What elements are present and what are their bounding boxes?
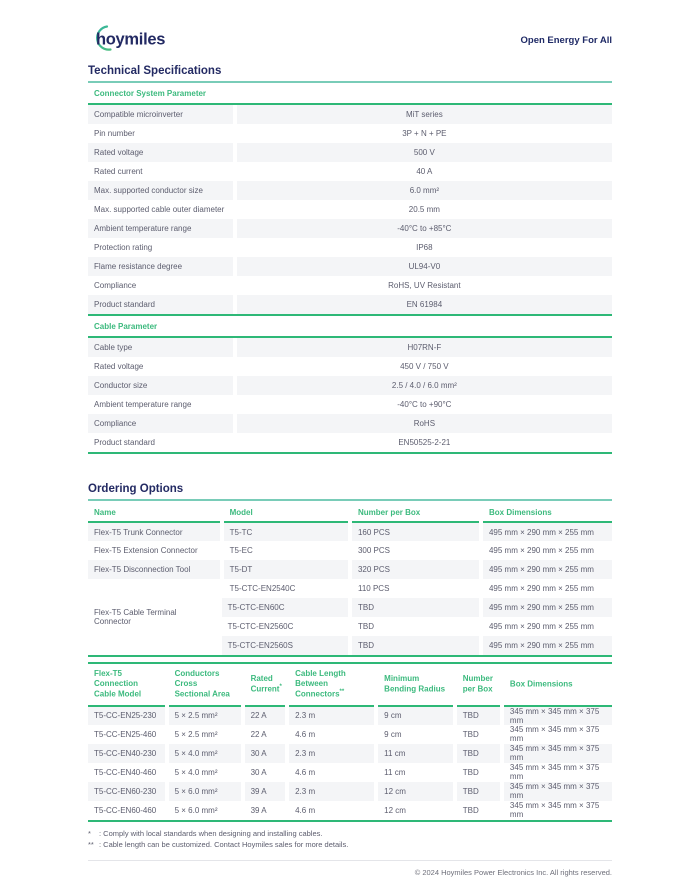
spec-label: Product standard [88, 295, 235, 314]
spec-label: Compliance [88, 414, 235, 433]
spec-label: Compatible microinverter [88, 105, 235, 124]
spec-value: 500 V [235, 143, 612, 162]
cell: 2.3 m [287, 782, 376, 801]
column-header: Box Dimensions [502, 664, 612, 706]
cell: 300 PCS [350, 541, 481, 560]
cables-table [88, 664, 612, 820]
column-header: Name [94, 507, 116, 517]
cell: 9 cm [376, 725, 455, 744]
cell: 495 mm × 290 mm × 255 mm [481, 598, 612, 617]
column-header: Number per Box [350, 503, 481, 522]
table-row [88, 725, 612, 744]
spec-value: UL94-V0 [235, 257, 612, 276]
table-row [88, 395, 612, 414]
spec-label: Ambient temperature range [94, 400, 192, 409]
cell: T5-CC-EN40-460 [94, 767, 157, 777]
footnote [88, 840, 612, 851]
spec-value: EN 61984 [235, 295, 612, 314]
cell: 5 × 2.5 mm² [167, 706, 243, 725]
spec-value: MiT series [235, 105, 612, 124]
table-row [88, 219, 612, 238]
spec-label: Compliance [94, 281, 137, 290]
table-row [88, 257, 612, 276]
table-header-row [88, 664, 612, 706]
table-row [88, 801, 612, 820]
table-row [88, 706, 612, 725]
page-header [88, 25, 612, 55]
footnote-mark: * [88, 828, 91, 838]
cell: 11 cm [376, 744, 455, 763]
table-row [88, 744, 612, 763]
table-row [88, 162, 612, 181]
column-header: Box Dimensions [481, 503, 612, 522]
logo-graphic [88, 23, 180, 53]
cell: T5-DT [222, 560, 350, 579]
section-header-connector-system: Connector System Parameter [88, 83, 612, 105]
spec-value: H07RN-F [235, 338, 612, 357]
cell: 5 × 4.0 mm² [167, 763, 243, 782]
table-header-row [88, 503, 612, 522]
cell: 345 mm × 345 mm × 375 mm [502, 782, 612, 801]
spec-label: Conductor size [88, 376, 235, 395]
cell: 22 A [243, 706, 288, 725]
spec-value: 6.0 mm² [235, 181, 612, 200]
spec-value: 450 V / 750 V [235, 357, 612, 376]
spec-label: Cable type [88, 338, 235, 357]
cell: 345 mm × 345 mm × 375 mm [502, 725, 612, 744]
cell: 2.3 m [287, 706, 376, 725]
table-row [88, 522, 612, 541]
cell: 495 mm × 290 mm × 255 mm [481, 522, 612, 541]
cell: TBD [455, 744, 502, 763]
table-row [88, 105, 612, 124]
table-row [88, 238, 612, 257]
spec-value: 40 A [235, 162, 612, 181]
spec-label: Product standard [94, 438, 155, 447]
table-row [88, 200, 612, 219]
table-row [88, 181, 612, 200]
cell: Flex-T5 Disconnection Tool [88, 560, 222, 579]
spec-value: 3P + N + PE [235, 124, 612, 143]
cell: 345 mm × 345 mm × 375 mm [502, 801, 612, 820]
spec-value: RoHS, UV Resistant [235, 276, 612, 295]
column-header: Rated Current* [243, 664, 288, 706]
table-row [88, 763, 612, 782]
connectors-table-wrap [88, 503, 612, 657]
column-header: Cable Length Between Connectors** [287, 664, 376, 706]
cell: TBD [455, 763, 502, 782]
cell: 4.6 m [287, 725, 376, 744]
cell: 320 PCS [350, 560, 481, 579]
cell: T5-CTC-EN60C [222, 598, 350, 617]
connectors-table [88, 503, 612, 655]
footnote-mark: ** [88, 839, 94, 849]
cell: 9 cm [376, 706, 455, 725]
cell: Flex-T5 Trunk Connector [88, 522, 222, 541]
cell: 345 mm × 345 mm × 375 mm [502, 763, 612, 782]
spec-value: EN50525-2-21 [235, 433, 612, 452]
table-row [88, 338, 612, 357]
cable-parameter-table [88, 338, 612, 452]
cell: 4.6 m [287, 801, 376, 820]
table-row [88, 579, 612, 598]
cell: T5-TC [222, 522, 350, 541]
table-row [88, 124, 612, 143]
cell: 11 cm [376, 763, 455, 782]
cell: 495 mm × 290 mm × 255 mm [481, 560, 612, 579]
table-row [88, 143, 612, 162]
column-header: Minimum Bending Radius [376, 664, 455, 706]
cell: 4.6 m [287, 763, 376, 782]
cables-table-wrap [88, 662, 612, 822]
cell: 495 mm × 290 mm × 255 mm [481, 617, 612, 636]
cell: 160 PCS [350, 522, 481, 541]
footnote-text: : Cable length can be customized. Contact Hoymiles sales for more details. [99, 839, 349, 849]
column-header: Flex-T5 Connection Cable Model [94, 669, 142, 699]
table-row [88, 560, 612, 579]
column-header: Model [222, 503, 350, 522]
cell: 110 PCS [350, 579, 481, 598]
merged-name-cell: Flex-T5 Cable Terminal Connector [88, 579, 222, 655]
spec-label: Rated voltage [94, 362, 144, 371]
logo-text: hoymiles [96, 30, 166, 48]
spec-label: Rated current [94, 167, 143, 176]
section-header-cable-parameter: Cable Parameter [88, 314, 612, 338]
ordering-options-section [88, 483, 612, 850]
spec-label: Max. supported cable outer diameter [94, 205, 225, 214]
footnotes [88, 829, 612, 851]
spec-label: Flame resistance degree [88, 257, 235, 276]
tagline: Open Energy For All [520, 34, 612, 46]
spec-value: 2.5 / 4.0 / 6.0 mm² [235, 376, 612, 395]
cell: T5-EC [222, 541, 350, 560]
tech-specs-table [88, 83, 612, 454]
cell: TBD [455, 801, 502, 820]
spec-label: Pin number [94, 129, 135, 138]
spec-label: Ambient temperature range [88, 219, 235, 238]
table-row [88, 357, 612, 376]
spec-label: Protection rating [94, 243, 153, 252]
cell: 22 A [243, 725, 288, 744]
cell: 12 cm [376, 801, 455, 820]
cell: 5 × 6.0 mm² [167, 782, 243, 801]
tech-specs-title: Technical Specifications [88, 65, 612, 83]
cell: TBD [455, 725, 502, 744]
spec-value: -40°C to +90°C [235, 395, 612, 414]
cell: 495 mm × 290 mm × 255 mm [481, 579, 612, 598]
cell: T5-CTC-EN2560C [227, 622, 294, 631]
cell: 39 A [243, 801, 288, 820]
spec-value: RoHS [235, 414, 612, 433]
hoymiles-logo [88, 23, 180, 58]
table-row [88, 782, 612, 801]
cell: 5 × 2.5 mm² [167, 725, 243, 744]
cell: T5-CTC-EN2540C [222, 579, 350, 598]
column-header: Number per Box [455, 664, 502, 706]
cell: TBD [455, 706, 502, 725]
table-row [88, 376, 612, 395]
copyright-footer: © 2024 Hoymiles Power Electronics Inc. All rights reserved. [88, 860, 612, 877]
table-row [88, 295, 612, 314]
spec-label: Rated voltage [88, 143, 235, 162]
table-row [88, 433, 612, 452]
cell: 39 A [243, 782, 288, 801]
cell: TBD [455, 782, 502, 801]
spec-value: -40°C to +85°C [235, 219, 612, 238]
cell: 495 mm × 290 mm × 255 mm [481, 541, 612, 560]
cell: 5 × 6.0 mm² [167, 801, 243, 820]
cell: TBD [350, 636, 481, 655]
table-row [88, 414, 612, 433]
cell: TBD [350, 617, 481, 636]
cell: 5 × 4.0 mm² [167, 744, 243, 763]
connector-system-parameter-table [88, 105, 612, 314]
cell: 30 A [243, 763, 288, 782]
cell: 12 cm [376, 782, 455, 801]
cell: T5-CC-EN40-230 [88, 744, 167, 763]
ordering-options-title: Ordering Options [88, 483, 612, 501]
spec-value: 20.5 mm [235, 200, 612, 219]
cell: 495 mm × 290 mm × 255 mm [481, 636, 612, 655]
cell: T5-CC-EN60-230 [88, 782, 167, 801]
cell: T5-CTC-EN2560S [222, 636, 350, 655]
spec-value: IP68 [235, 238, 612, 257]
cell: T5-CC-EN60-460 [94, 805, 157, 815]
cell: T5-CC-EN25-230 [88, 706, 167, 725]
table-row [88, 541, 612, 560]
table-row [88, 276, 612, 295]
cell: 2.3 m [287, 744, 376, 763]
spec-label: Max. supported conductor size [88, 181, 235, 200]
footnote-text: : Comply with local standards when designing and installing cables. [99, 828, 323, 838]
footnote [88, 829, 612, 840]
cell: 30 A [243, 744, 288, 763]
cell: T5-CC-EN25-460 [94, 729, 157, 739]
cell: Flex-T5 Extension Connector [94, 546, 198, 555]
cell: 345 mm × 345 mm × 375 mm [502, 744, 612, 763]
cell: TBD [350, 598, 481, 617]
column-header: Conductors Cross Sectional Area [167, 664, 243, 706]
cell: 345 mm × 345 mm × 375 mm [502, 706, 612, 725]
